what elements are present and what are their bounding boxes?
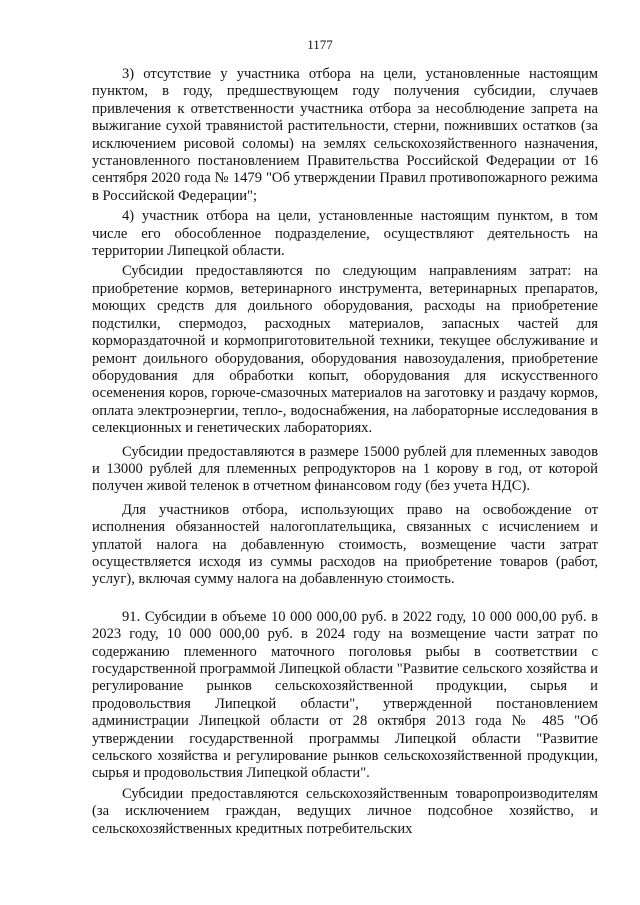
paragraph-cost-directions: Субсидии предоставляются по следующим направлениям затрат: на приобретение кормов, ветеринарного инструмента, ветеринарных препаратов, моющих средств для доильного оборудования, расходы на приобретение подстилки, спермодоз, расходных материалов, запасных частей для кормораздаточной и кормоприготовительной техники, текущее обслуживание и ремонт доильного оборудования, оборудования навозоудаления, приобретение оборудования для обработки копыт, оборудования для искусственного осеменения коров, горюче-смазочных материалов на заготовку и раздачу кормов, оплата электроэнергии, тепло-, водоснабжения, на лабораторные исследования в селекционных и генетических лабораториях. [92, 263, 598, 437]
document-body [92, 66, 598, 838]
paragraph-subsidy-amount: Субсидии предоставляются в размере 15000 рублей для племенных заводов и 13000 рублей для племенных репродукторов на 1 корову в год, от которой получен живой теленок в отчетном финансовом году (без учета НДС). [92, 443, 598, 495]
paragraph-section-91: 91. Субсидии в объеме 10 000 000,00 руб. в 2022 году, 10 000 000,00 руб. в 2023 году, 10 000 000,00 руб. в 2024 году на возмещение части затрат по содержанию племенного маточного поголовья рыбы в соответствии с государственной программой Липецкой области "Развитие сельского хозяйства и регулирование рынков сельскохозяйственной продукции, сырья и продовольствия Липецкой области", утвержденной постановлением администрации Липецкой области от 28 октября 2013 года № 485 "Об утверждении государственной программы Липецкой области "Развитие сельского хозяйства и регулирование рынков сельскохозяйственной продукции, сырья и продовольствия Липецкой области". [92, 608, 598, 782]
paragraph-item-4: 4) участник отбора на цели, установленные настоящим пунктом, в том числе его обособленное подразделение, осуществляют деятельность на территории Липецкой области. [92, 208, 598, 260]
paragraph-vat-exemption: Для участников отбора, использующих право на освобождение от исполнения обязанностей налогоплательщика, связанных с исчислением и уплатой налога на добавленную стоимость, возмещение части затрат осуществляется исходя из суммы расходов на приобретение товаров (работ, услуг), включая сумму налога на добавленную стоимость. [92, 501, 598, 588]
paragraph-recipients: Субсидии предоставляются сельскохозяйственным товаропроизводителям (за исключением граждан, ведущих личное подсобное хозяйство, и сельскохозяйственных кредитных потребительских [92, 785, 598, 837]
paragraph-item-3: 3) отсутствие у участника отбора на цели, установленные настоящим пунктом, в году, предшествующем году получения субсидии, случаев привлечения к ответственности участника отбора за несоблюдение запрета на выжигание сухой травянистой растительности, стерни, пожнивших остатков (за исключением рисовой соломы) на землях сельскохозяйственного назначения, установленного постановлением Правительства Российской Федерации от 16 сентября 2020 года № 1479 "Об утверждении Правил противопожарного режима в Российской Федерации"; [92, 66, 598, 204]
page-number: 1177 [307, 37, 333, 52]
